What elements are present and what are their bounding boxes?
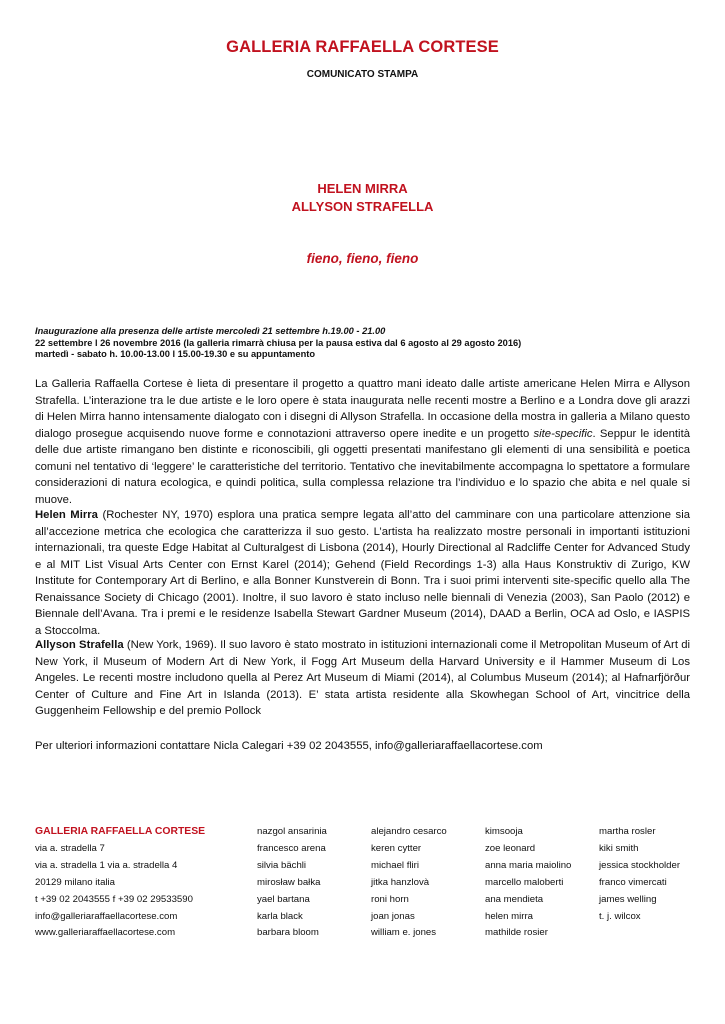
exhibition-title: fieno, fieno, fieno: [306, 251, 419, 266]
helen-mirra-name: Helen Mirra: [35, 509, 98, 521]
artist-list-item: kimsooja: [485, 826, 523, 837]
intro-text-start: La Galleria Raffaella Cortese è lieta di presentare il progetto a quattro mani ideato dalle artiste americane Helen Mirra e Allyson Strafella. L’interazione tra le due artiste e le loro opere è stata inaugurata nelle recenti mostre a Berlino e a Londra dove gli arazzi di Helen Mirra hanno intensamente dialogato con i disegni di Allyson Strafella. In occasione della mostra in galleria a Milano questo dialogo prosegue acquisendo nuove forme e connotazioni attraverso opere inedite e un progetto: [35, 378, 690, 440]
artist-list-item: martha rosler: [599, 826, 656, 837]
artist-list-item: yael bartana: [257, 893, 310, 905]
contact-line: Per ulteriori informazioni contattare Nicla Calegari +39 02 2043555, info@galleriaraffaellacortese.com: [35, 740, 543, 752]
allyson-strafella-name: Allyson Strafella: [35, 639, 124, 651]
press-release-label: COMUNICATO STAMPA: [306, 69, 419, 80]
artist-list-item: alejandro cesarco: [371, 826, 447, 837]
artist-list-item: mirosław bałka: [257, 876, 321, 888]
artist-list-item: zoe leonard: [485, 842, 536, 854]
footer-website: www.galleriaraffaellacortese.com: [35, 927, 176, 939]
dates-line: 22 settembre l 26 novembre 2016 (la galleria rimarrà chiusa per la pausa estiva dal 6 agosto al 29 agosto 2016): [35, 337, 522, 348]
footer-address-line: via a. stradella 7: [35, 842, 105, 854]
footer-address-line: via a. stradella 1 via a. stradella 4: [35, 859, 178, 871]
intro-italic-term: site-specific: [533, 427, 593, 440]
artist-list-column-2: [371, 824, 447, 942]
allyson-strafella-paragraph: [35, 637, 690, 720]
footer: [35, 824, 695, 944]
artist-list-item: silvia bächli: [257, 859, 307, 871]
artist-list-item: marcello maloberti: [485, 876, 564, 888]
artist-list-item: mathilde rosier: [485, 927, 548, 939]
artist-name-1: HELEN MIRRA: [317, 181, 408, 196]
artist-list-item: michael fliri: [371, 859, 419, 871]
artist-list-item: joan jonas: [371, 910, 415, 922]
artist-name-2: ALLYSON STRAFELLA: [291, 199, 434, 214]
footer-email: info@galleriaraffaellacortese.com: [35, 910, 178, 922]
intro-text-end: . Seppur le identità delle due artiste rimangano ben distinte e riconoscibili, gli oggetti presentati manifestano gli elementi di una sensibilità e poetica comuni nel tentativo di ‘leggere’ le caratteristiche del territorio. Tentativo che inevitabilmente accompagna lo spettatore a formulare considerazioni di natura ecologica, e quindi politica, sulla complessa relazione tra l’individuo e lo spazio che abita e nel quale si muove.: [35, 427, 690, 506]
footer-phone-line: t +39 02 2043555 f +39 02 29533590: [35, 893, 193, 905]
artist-list-item: roni horn: [371, 893, 409, 905]
artist-list-item: helen mirra: [485, 910, 533, 922]
footer-gallery-info: [35, 824, 205, 942]
artist-list-item: anna maria maiolino: [485, 859, 572, 871]
footer-gallery-name: GALLERIA RAFFAELLA CORTESE: [35, 826, 206, 837]
artist-list-item: nazgol ansarinia: [257, 826, 327, 837]
artist-list-column-1: [257, 824, 327, 942]
opening-line: Inaugurazione alla presenza delle artiste mercoledì 21 settembre h.19.00 - 21.00: [35, 326, 386, 336]
helen-mirra-paragraph: [35, 507, 690, 639]
artist-list-column-3: [485, 824, 571, 942]
artist-list-item: franco vimercati: [599, 876, 667, 888]
artist-list-item: ana mendieta: [485, 893, 544, 905]
helen-mirra-bio: (Rochester NY, 1970) esplora una pratica sempre legata all’atto del camminare con una particolare attenzione sia all’accezione metrica che ecologica che caratterizza il suo gesto. L’artista ha realizzato mostre personali in importanti istituzioni internazionali, tra queste Edge Habitat al Culturalgest di Lisbona (2014), Hourly Directional al Radcliffe Center for Advanced Study e al MIT List Visual Arts Center con Ernst Karel (2014); Gehend (Field Recordings 1-3) alla Haus Konstruktiv di Zurigo, KW Institute for Contemporary Art di Berlino, e alla Bonner Kunstverein di Bonn. Tra i suoi primi interventi site-specific quello alla The Renaissance Society di Chicago (2001). Inoltre, il suo lavoro è stato incluso nelle biennali di Venezia (2003), San Paolo (2012) e Biennale dell’Avana. Tra i premi e le residenze Isabella Stewart Gardner Museum (2014), DAAD a Berlin, OCA ad Oslo, e IASPIS a Stoccolma.: [35, 509, 690, 637]
allyson-strafella-bio: (New York, 1969). Il suo lavoro è stato mostrato in istituzioni internazionali come il Metropolitan Museum of Art di New York, il Museum of Modern Art di New York, il Fogg Art Museum della Harvard University e il Hammer Museum di Los Angeles. Le recenti mostre includono quella al Perez Art Museum di Miami (2014), al Columbus Museum (2014); al Hafnarfjörður Center of Culture and Fine Art in Islanda (2013). E’ stata artista residente alla Skowhegan School of Art, vincitrice della Guggenheim Fellowship e del premio Pollock: [35, 639, 690, 717]
artist-list-item: william e. jones: [371, 927, 437, 939]
footer-address-line: 20129 milano italia: [35, 876, 116, 888]
artist-list-item: t. j. wilcox: [599, 910, 641, 922]
artist-list-item: keren cytter: [371, 842, 422, 854]
exhibition-info: [35, 326, 695, 361]
artist-list-item: francesco arena: [257, 842, 326, 854]
intro-paragraph: [35, 376, 690, 508]
gallery-title: GALLERIA RAFFAELLA CORTESE: [226, 38, 499, 56]
artist-list-item: karla black: [257, 910, 303, 922]
artist-list-item: kiki smith: [599, 842, 639, 854]
artist-list-item: jitka hanzlovà: [371, 876, 430, 888]
artist-list-column-4: [599, 824, 680, 925]
artist-list-item: james welling: [599, 893, 657, 905]
hours-line: martedì - sabato h. 10.00-13.00 l 15.00-19.30 e su appuntamento: [35, 349, 316, 359]
artist-list-item: barbara bloom: [257, 927, 319, 939]
artist-list-item: jessica stockholder: [599, 859, 681, 871]
